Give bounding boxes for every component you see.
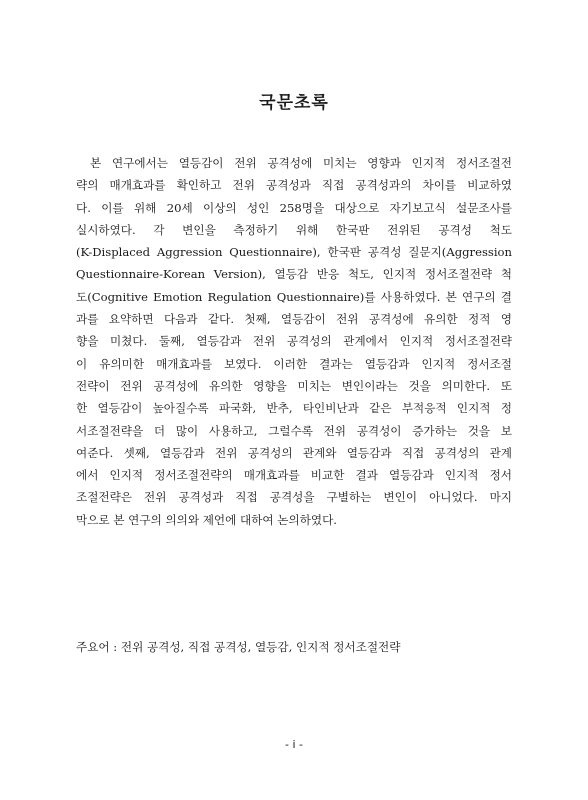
page-title: 국문초록 — [259, 93, 329, 113]
abstract-line: 한 열등감이 높아질수록 파국화, 반추, 타인비난과 같은 부적응적 인지적 정 — [76, 401, 512, 416]
abstract-line: 본 연구에서는 열등감이 전위 공격성에 미치는 영향과 인지적 정서조절전 — [90, 156, 512, 170]
abstract-line: 여준다. 셋째, 열등감과 전위 공격성의 관계와 열등감과 직접 공격성의 관계 — [76, 445, 512, 460]
abstract-line: 실시하였다. 각 변인을 측정하기 위해 한국판 전위된 공격성 척도 — [76, 222, 512, 237]
abstract-line: 에서 인지적 정서조절전략의 매개효과를 비교한 결과 열등감과 인지적 정서 — [76, 468, 512, 483]
page-number: - i - — [285, 738, 303, 751]
abstract-line: Questionnaire-Korean Version), 열등감 반응 척도, 인지적 정서조절전략 척 — [76, 267, 512, 282]
abstract-body — [76, 152, 512, 531]
abstract-line: 다. 이를 위해 20세 이상의 성인 258명을 대상으로 자기보고식 설문조사를 — [76, 200, 512, 215]
abstract-line: 도(Cognitive Emotion Regulation Questionnaire)를 사용하였다. 본 연구의 결 — [76, 289, 512, 304]
abstract-line: 막으로 본 연구의 의의와 제언에 대하여 논의하였다. — [76, 512, 337, 527]
abstract-line: (K-Displaced Aggression Questionnaire), 한국판 공격성 질문지(Aggression — [76, 245, 512, 260]
abstract-line: 이 유의미한 매개효과를 보였다. 이러한 결과는 열등감과 인지적 정서조절 — [76, 356, 512, 371]
keywords: 주요어 : 전위 공격성, 직접 공격성, 열등감, 인지적 정서조절전략 — [76, 640, 401, 654]
abstract-line: 조절전략은 전위 공격성과 직접 공격성을 구별하는 변인이 아니었다. 마지 — [76, 490, 512, 505]
abstract-line: 략의 매개효과를 확인하고 전위 공격성과 직접 공격성과의 차이를 비교하였 — [76, 178, 512, 193]
abstract-line: 전략이 전위 공격성에 유의한 영향을 미치는 변인이라는 것을 의미한다. 또 — [76, 378, 512, 393]
abstract-line: 향을 미쳤다. 둘째, 열등감과 전위 공격성의 관계에서 인지적 정서조절전략 — [76, 334, 512, 349]
abstract-line: 서조절전략을 더 많이 사용하고, 그럴수록 전위 공격성이 증가하는 것을 보 — [76, 423, 512, 438]
abstract-line: 과를 요약하면 다음과 같다. 첫째, 열등감이 전위 공격성에 유의한 정적 영 — [76, 312, 512, 327]
